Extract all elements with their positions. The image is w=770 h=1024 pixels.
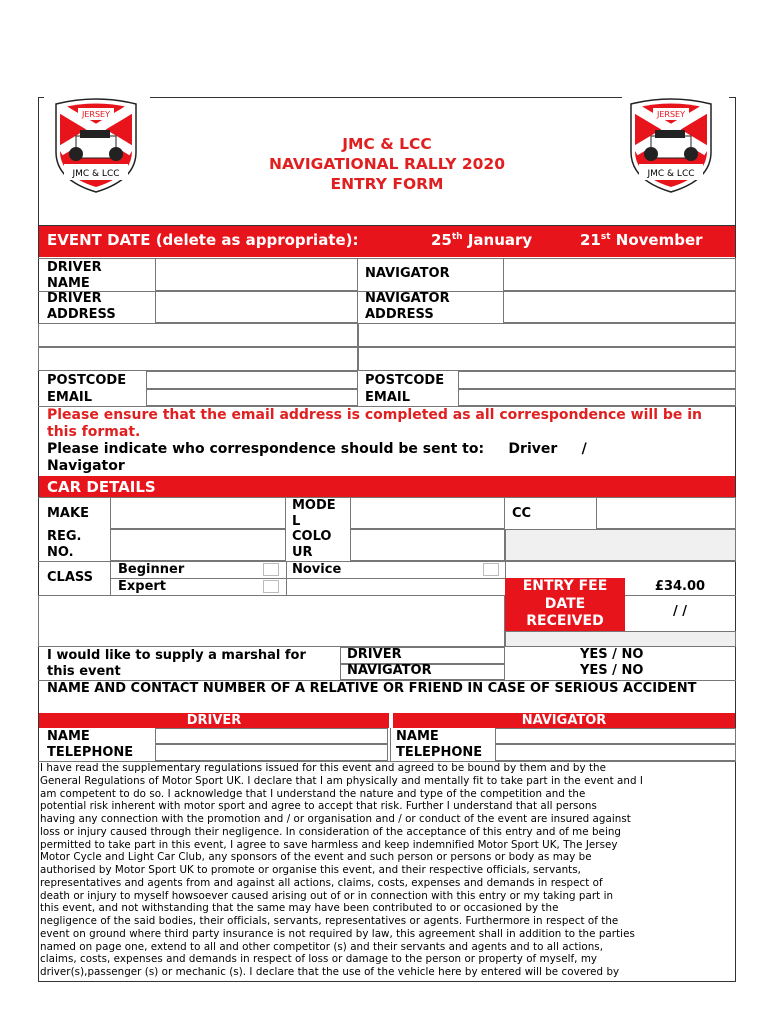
club-logo-left [50, 96, 142, 194]
corner-tick [729, 97, 735, 98]
rule [38, 561, 736, 562]
rule [110, 578, 505, 579]
rule [390, 728, 391, 761]
model-label: MODEL [292, 498, 336, 529]
navigator-address-line-2[interactable] [358, 323, 736, 347]
title-line-1: JMC & LCC [342, 135, 432, 153]
colour-label: COLOUR [292, 529, 332, 560]
colour-field[interactable] [350, 529, 505, 561]
blank-cell [505, 529, 736, 561]
class-label: CLASS [47, 570, 94, 585]
marshal-driver-answer[interactable]: YES / NO [580, 647, 644, 662]
event-date-option-january[interactable]: 25th January [431, 231, 533, 249]
date-received-value: / / [672, 604, 688, 619]
class-novice-label: Novice [292, 562, 342, 577]
emergency-driver-telephone-label: TELEPHONE [47, 745, 134, 760]
emergency-navigator-header: NAVIGATOR [393, 713, 735, 728]
svg-text:JMC & LCC: JMC & LCC [647, 169, 695, 179]
correspondence-option-driver[interactable]: Driver [508, 441, 558, 457]
expert-checkbox[interactable] [263, 580, 279, 593]
rule [286, 561, 287, 595]
driver-address-field[interactable] [155, 291, 358, 323]
form-title [150, 134, 624, 194]
navigator-name-label: NAVIGATOR [365, 266, 450, 281]
marshal-navigator-answer[interactable]: YES / NO [580, 663, 644, 678]
title-line-3: ENTRY FORM [330, 175, 444, 193]
declaration-line: named on page one, extend to all and other competitor (s) and their servants and agents and to all actions, [40, 940, 604, 953]
office-use-blank [38, 595, 505, 647]
driver-name-label: DRIVER NAME [47, 260, 102, 291]
form-top-border [150, 97, 622, 98]
club-logo-right [625, 96, 717, 194]
entry-fee-label: ENTRY FEE [505, 578, 625, 595]
driver-postcode-field[interactable] [146, 371, 358, 389]
driver-address-label: DRIVER ADDRESS [47, 291, 116, 322]
navigator-address-field[interactable] [503, 291, 736, 323]
emergency-navigator-name-field[interactable] [495, 728, 736, 744]
navigator-email-field[interactable] [458, 389, 736, 406]
declaration-line: I have read the supplementary regulations issued for this event and agreed to be bound by them and by the [40, 762, 606, 774]
make-label: MAKE [47, 506, 89, 521]
navigator-email-label: EMAIL [365, 390, 410, 405]
driver-address-line-2[interactable] [38, 323, 358, 347]
entry-fee-amount: £34.00 [654, 579, 706, 594]
emergency-driver-name-field[interactable] [155, 728, 388, 744]
corner-tick [38, 97, 44, 98]
declaration-line: driver(s),passenger (s) or mechanic (s). I declare that the use of the vehicle here by entered will be covered by [40, 966, 620, 978]
navigator-postcode-label: POSTCODE [365, 373, 445, 388]
cc-label: CC [512, 506, 532, 521]
model-field[interactable] [350, 497, 505, 529]
driver-name-field[interactable] [155, 258, 358, 291]
driver-postcode-label: POSTCODE [47, 373, 127, 388]
declaration-line: event on ground where third party insurance is not required by law, this agreement shall in addition to the parties [40, 927, 635, 940]
emergency-navigator-telephone-field[interactable] [495, 744, 736, 761]
emergency-driver-telephone-field[interactable] [155, 744, 388, 761]
title-line-2: NAVIGATIONAL RALLY 2020 [269, 155, 505, 173]
declaration-line: loss or injury caused through their negligence. In consideration of the acceptance of this entry and of me being [40, 825, 622, 838]
declaration-line: claims, costs, expenses and demands in respect of loss or damage to the person or property of myself, my [40, 953, 598, 966]
event-date-bar [39, 226, 735, 257]
declaration-line: Motor Cycle and Light Car Club, any sponsors of the event and such person or persons or body as may be [40, 851, 592, 864]
correspondence-notice: Please indicate who correspondence should be sent to: Driver / Navigator [47, 441, 587, 474]
declaration-line: death or injury to myself howsoever caused arising out of or in connection with this entry or my taking part in [40, 889, 614, 902]
declaration-line: negligence of the said bodies, their officials, servants, representatives or agents. Furthermore in respect of the [40, 915, 619, 927]
emergency-driver-header: DRIVER [39, 713, 389, 728]
declaration-line: am competent to do so. I acknowledge that I understand the nature and type of the competition and the [40, 787, 586, 800]
declaration-line: having any connection with the promotion and / or organisation and / or conduct of the event are insured against [40, 813, 631, 825]
event-date-option-november[interactable]: 21st November [580, 231, 703, 249]
navigator-address-label: NAVIGATOR ADDRESS [365, 291, 450, 322]
navigator-postcode-field[interactable] [458, 371, 736, 389]
car-details-bar [39, 476, 735, 497]
marshal-navigator-label: NAVIGATOR [347, 663, 432, 678]
class-beginner-label: Beginner [118, 562, 185, 577]
class-expert-label: Expert [118, 579, 167, 594]
driver-email-field[interactable] [146, 389, 358, 406]
form-bottom-border [38, 981, 736, 982]
emergency-navigator-name-label: NAME [396, 729, 439, 744]
svg-text:JMC & LCC: JMC & LCC [72, 169, 120, 179]
driver-email-label: EMAIL [47, 390, 92, 405]
cc-field[interactable] [596, 497, 736, 529]
car-details-heading: CAR DETAILS [47, 478, 156, 496]
svg-text:JERSEY: JERSEY [657, 110, 685, 119]
driver-address-line-3[interactable] [38, 347, 358, 371]
declaration-text [40, 762, 732, 979]
declaration-line: permitted to take part in this event, I agree to save harmless and keep indemnified Motor Sport UK, The Jersey [40, 838, 618, 851]
svg-text:JERSEY: JERSEY [82, 110, 110, 119]
declaration-line: General Regulations of Motor Sport UK. I declare that I am physically and mentally fit to take part in the event and I [40, 774, 643, 787]
declaration-line: representatives and agents from and against all actions, claims, costs, expenses and demands in respect of [40, 876, 603, 889]
blank-cell [505, 631, 736, 647]
reg-no-label: REG. NO. [47, 529, 82, 560]
marshal-question: I would like to supply a marshal for this event [47, 648, 306, 679]
navigator-name-field[interactable] [503, 258, 736, 291]
make-field[interactable] [110, 497, 286, 529]
date-received-label: DATE RECEIVED [505, 595, 625, 631]
declaration-line: authorised by Motor Sport UK to promote or organise this event, and their respective officials, servants, [40, 864, 581, 876]
reg-no-field[interactable] [110, 529, 286, 561]
emergency-navigator-telephone-label: TELEPHONE [396, 745, 483, 760]
correspondence-option-navigator[interactable]: Navigator [47, 458, 125, 474]
navigator-address-line-3[interactable] [358, 347, 736, 371]
marshal-driver-label: DRIVER [347, 647, 402, 662]
event-date-label: EVENT DATE (delete as appropriate): [47, 231, 359, 249]
beginner-checkbox[interactable] [263, 563, 279, 576]
emergency-contact-heading: NAME AND CONTACT NUMBER OF A RELATIVE OR FRIEND IN CASE OF SERIOUS ACCIDENT [47, 681, 697, 696]
emergency-driver-name-label: NAME [47, 729, 90, 744]
novice-checkbox[interactable] [483, 563, 499, 576]
email-notice: Please ensure that the email address is completed as all correspondence will be in this format. [47, 407, 703, 440]
declaration-line: potential risk inherent with motor sport and agree to accept that risk. Further I understand that all persons [40, 800, 597, 813]
declaration-line: this event, and not withstanding that the same may have been contributed to or occasioned by the [40, 902, 559, 915]
rule [505, 561, 506, 578]
